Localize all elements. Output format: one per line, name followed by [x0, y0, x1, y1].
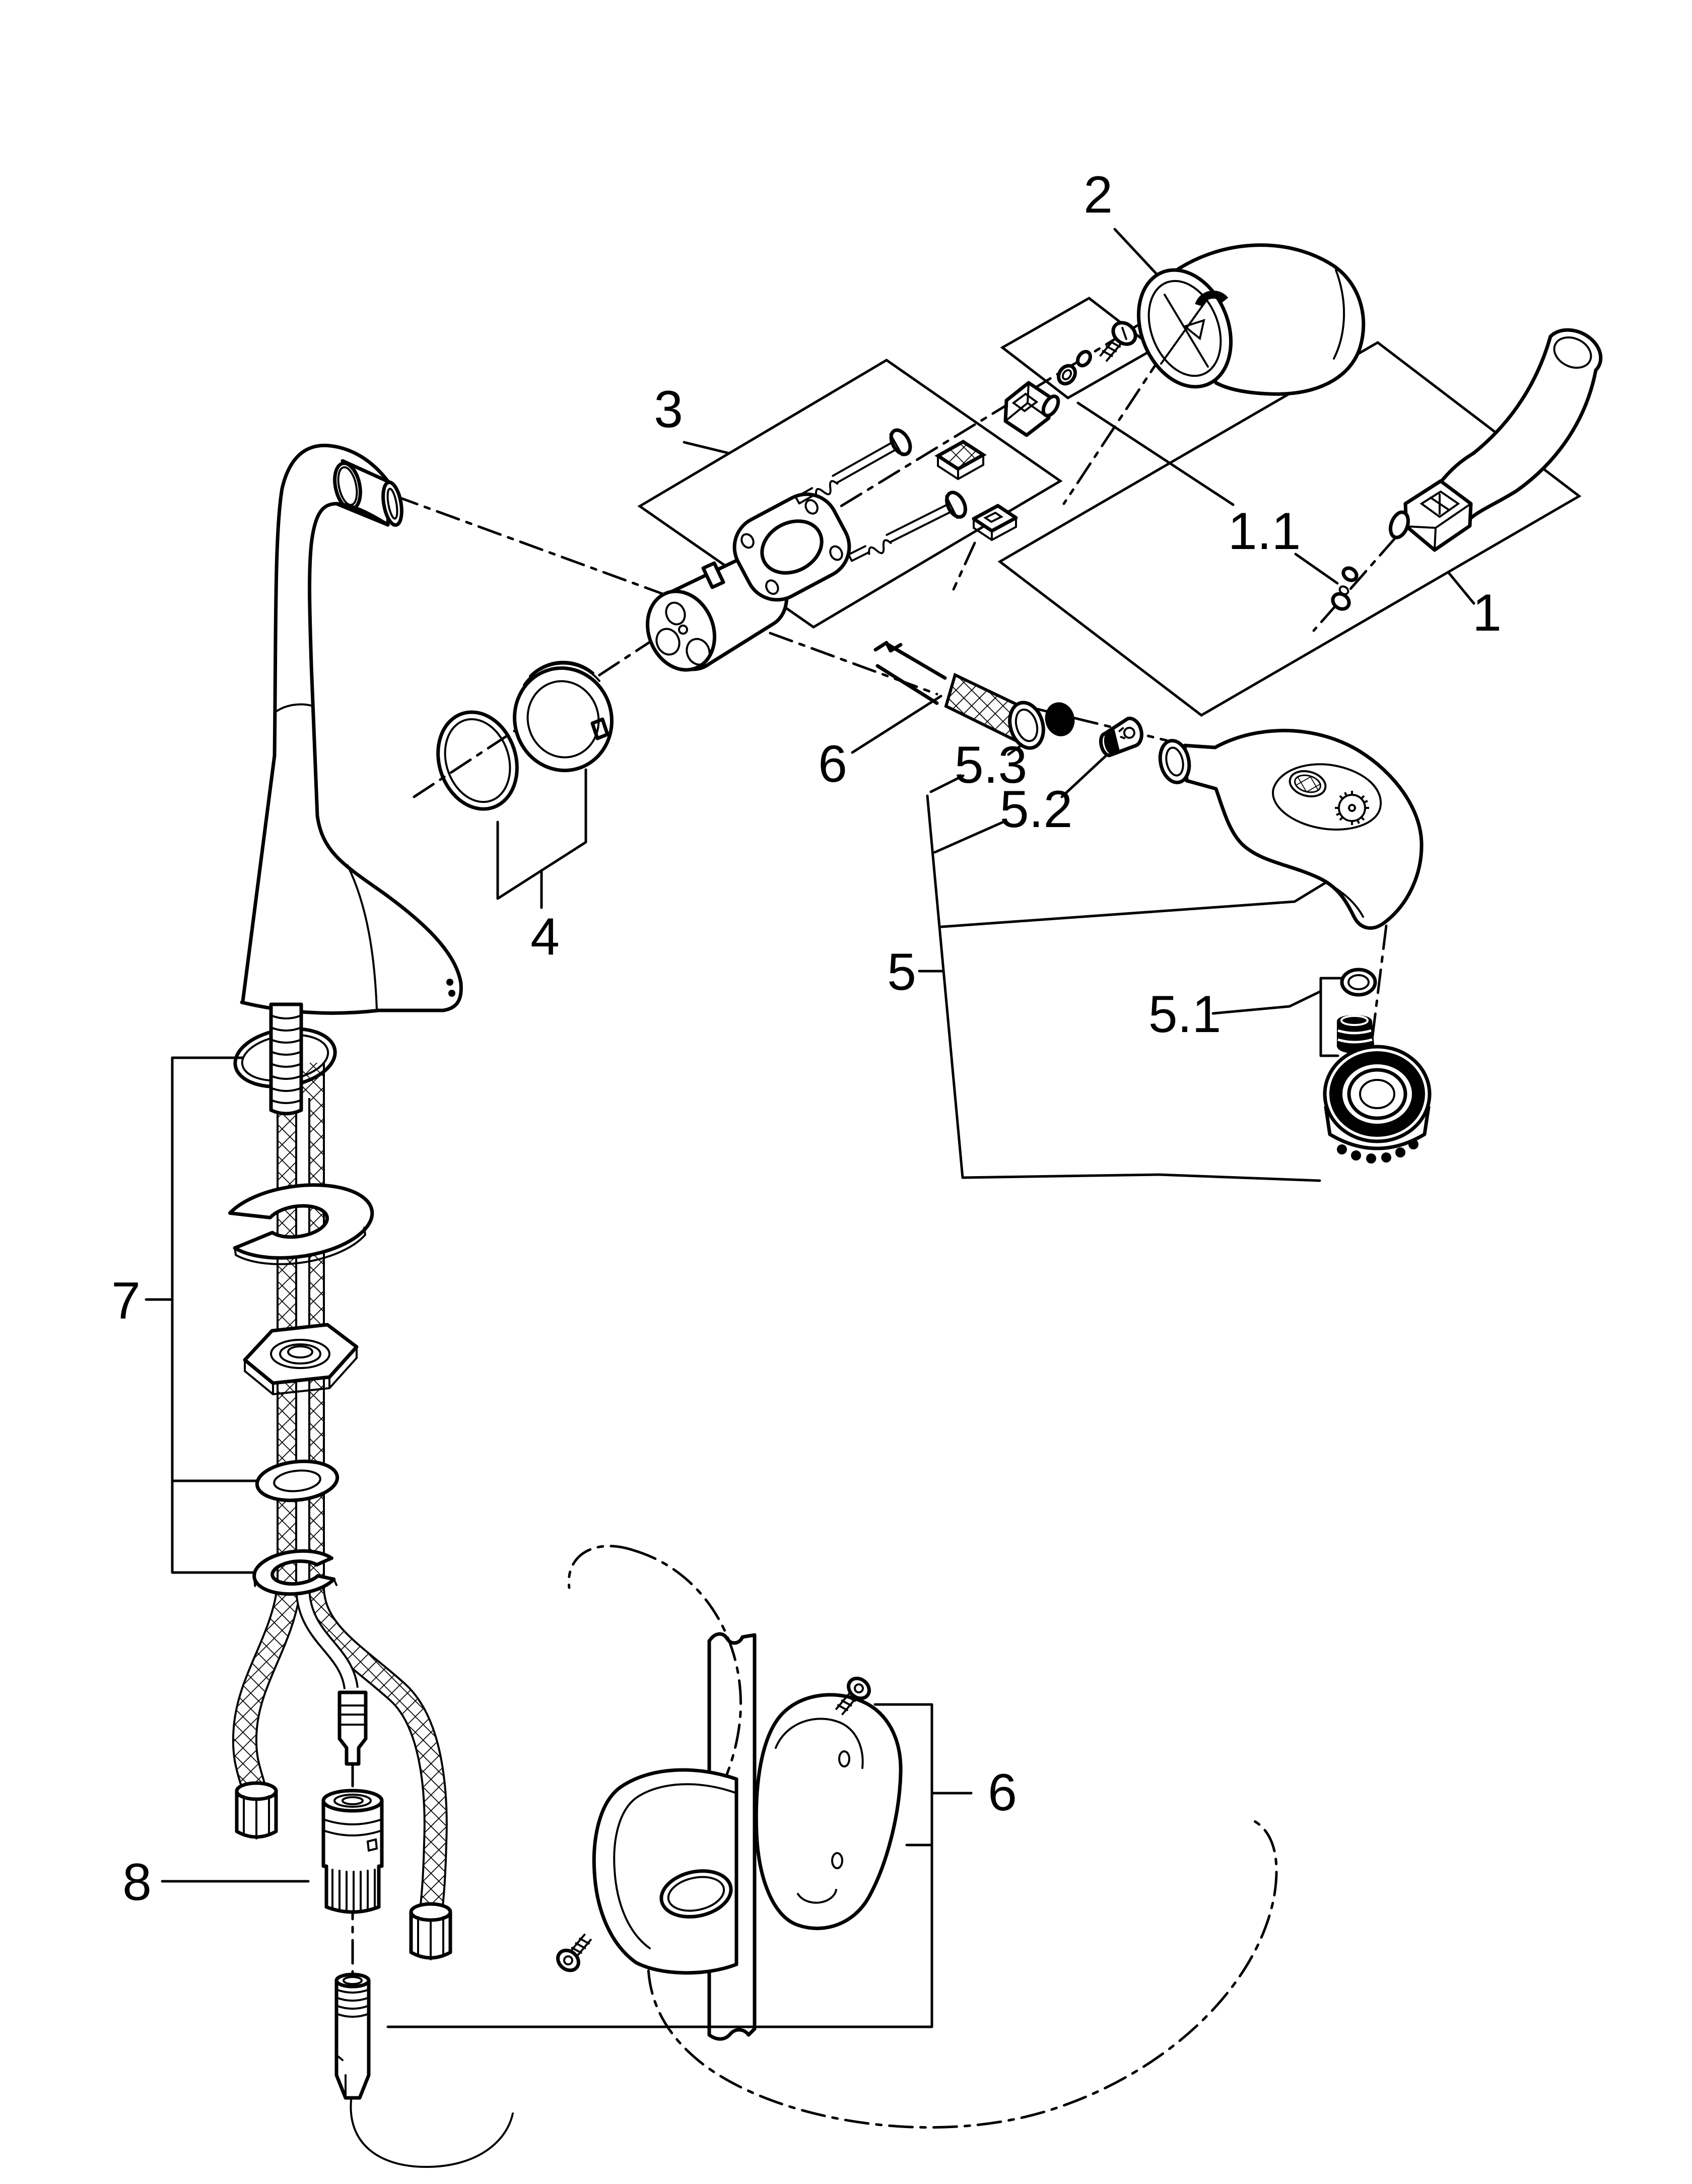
dock-pin-1 [447, 979, 453, 985]
hose-nut-left [237, 1783, 276, 1838]
handle-washer-small [1075, 349, 1093, 368]
quick-connector-8 [323, 1791, 382, 1913]
connector-knurl [332, 1870, 375, 1913]
label-6-holder: 6 [988, 1763, 1017, 1822]
threaded-shank [271, 1004, 301, 1114]
hose-adapter [336, 1974, 369, 2098]
lever-adapter [1005, 383, 1061, 435]
group-box-screw-set [1002, 298, 1155, 398]
faucet-body [242, 445, 461, 1013]
dock-pin-2 [449, 990, 455, 996]
cap-axis [1064, 353, 1164, 504]
leader-3 [684, 442, 729, 453]
label-5-2: 5.2 [999, 780, 1073, 839]
lever-washer [1341, 566, 1359, 583]
trim-ring-4 [503, 656, 624, 782]
holder-screw-bottom [554, 1930, 596, 1974]
faucet-body-outline [242, 445, 461, 1013]
tube-nipple [340, 1692, 366, 1764]
braided-hose-left [245, 1063, 289, 1791]
lever-axis [1314, 538, 1395, 631]
leader-2 [1115, 229, 1157, 275]
label-1: 1 [1472, 584, 1502, 642]
hose-nut-right [411, 1904, 450, 1959]
spray-face [1325, 1047, 1430, 1163]
label-5-1: 5.1 [1148, 985, 1222, 1044]
label-5: 5 [887, 943, 916, 1001]
label-1-1: 1.1 [1228, 502, 1301, 561]
bracket-7 [146, 1058, 259, 1573]
flat-washer [255, 1458, 339, 1504]
leader-1 [1448, 572, 1474, 603]
flange-screw-2 [844, 490, 969, 570]
label-2: 2 [1084, 166, 1113, 224]
bracket-5-1 [1213, 978, 1341, 1056]
label-3: 3 [654, 380, 683, 439]
hose-holder-front [594, 1770, 736, 1973]
hose-holder-back [756, 1695, 901, 1929]
lever-handle-1 [1330, 330, 1601, 612]
check-valve-5-2 [1097, 716, 1145, 757]
callout-labels [111, 166, 1502, 1912]
leader-6-hose [852, 696, 941, 753]
seal-washer-5-1 [1342, 970, 1375, 995]
spray-head-5 [1157, 730, 1422, 928]
handle-washer-large [1055, 363, 1078, 387]
plug-5-3 [1042, 700, 1077, 739]
knurled-nut [938, 442, 983, 479]
label-4: 4 [530, 908, 560, 966]
label-8: 8 [122, 1853, 152, 1912]
handle-screw [1094, 318, 1139, 366]
escutcheon-cap-2 [1122, 245, 1363, 401]
hose-tail [351, 2100, 513, 2167]
label-6-hose: 6 [818, 735, 847, 793]
label-5-3: 5.3 [954, 736, 1028, 794]
square-nut-axis [954, 543, 975, 589]
label-7: 7 [111, 1272, 141, 1330]
